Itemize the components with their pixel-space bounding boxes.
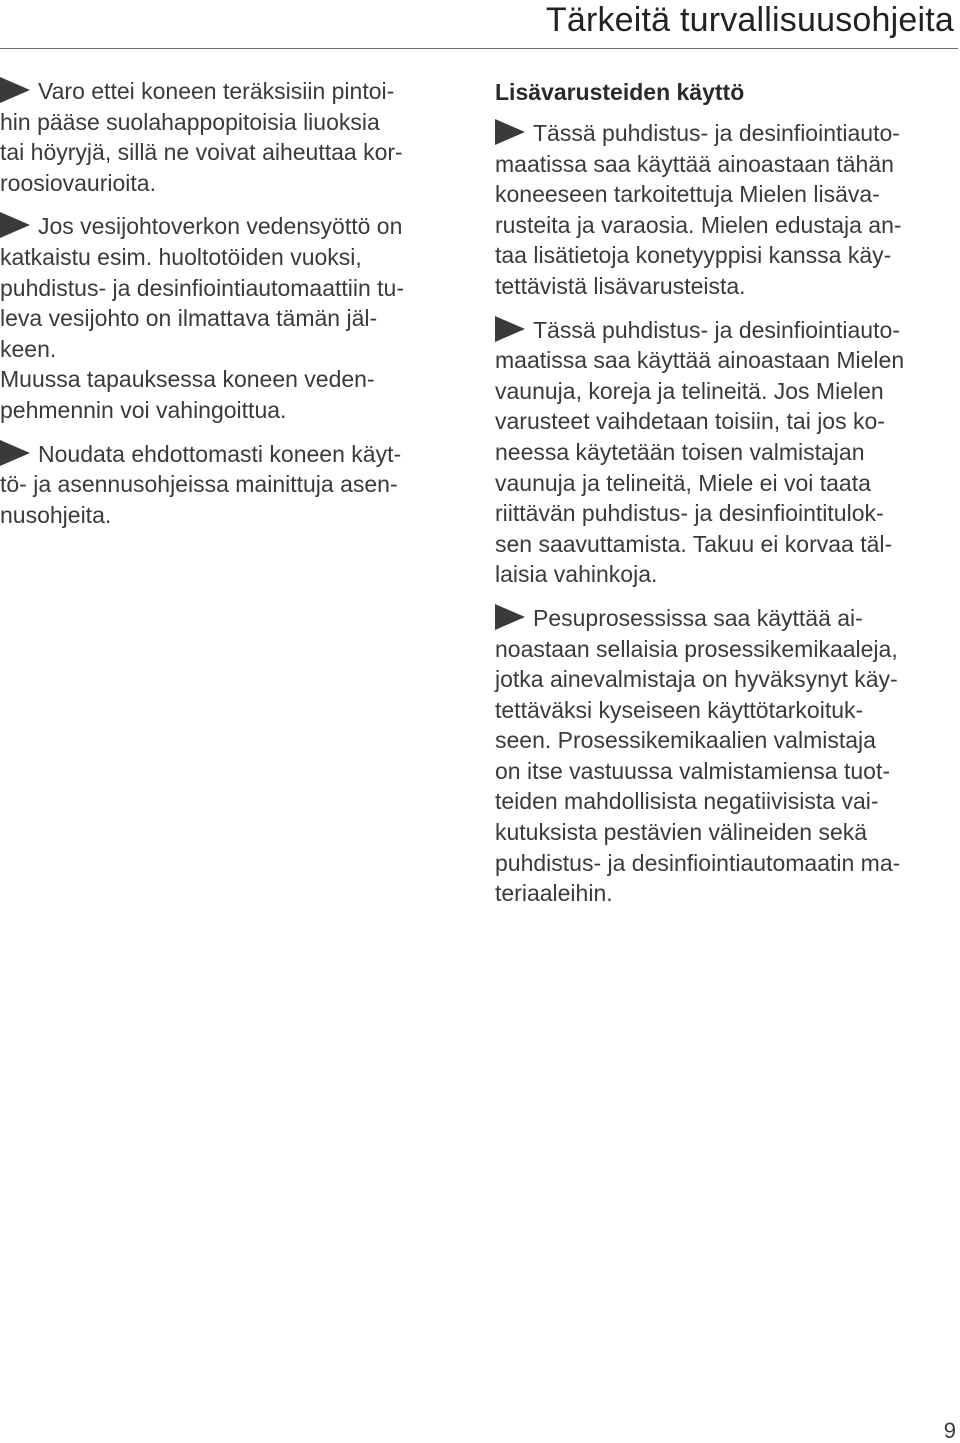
paragraph-line: maatissa saa käyttää ainoastaan Mielen [495,347,905,374]
paragraph-line: varusteet vaihdetaan toisiin, tai jos ko- [495,408,885,435]
instruction-paragraph [495,315,957,590]
paragraph-line-with-bullet [495,315,957,346]
paragraph-line-with-bullet [495,603,957,634]
bullet-arrow-icon [495,604,525,630]
paragraph-line: maatissa saa käyttää ainoastaan tähän [495,150,894,177]
paragraph-line-with-bullet [0,211,462,242]
paragraph-line: kutuksista pestävien välineiden sekä [495,819,868,846]
instruction-paragraph [495,603,957,909]
header-divider [0,48,958,49]
paragraph-line: katkaistu esim. huoltotöiden vuoksi, [0,243,362,270]
section-heading: Lisävarusteiden käyttö [495,79,745,105]
paragraph-line: teiden mahdollisista negatiivisista vai- [495,788,879,815]
paragraph-line: Tässä puhdistus- ja desinfiointiauto- [533,120,900,146]
bullet-arrow-icon [0,440,30,466]
paragraph-line: keen. [0,335,57,362]
instruction-paragraph [0,439,462,531]
paragraph-line: on itse vastuussa valmistamiensa tuot- [495,757,891,784]
paragraph-line-with-bullet [0,76,462,107]
paragraph-line: nusohjeita. [0,501,112,528]
paragraph-line: koneeseen tarkoitettuja Mielen lisäva- [495,181,880,208]
paragraph-line: roosiovaurioita. [0,169,156,196]
paragraph-line-with-bullet [0,439,462,470]
paragraph-line: neessa käytetään toisen valmistajan [495,438,865,465]
right-column [495,76,957,922]
bullet-arrow-icon [0,77,30,103]
paragraph-line: tai höyryjä, sillä ne voivat aiheuttaa kor- [0,139,403,166]
paragraph-line: riittävän puhdistus- ja desinfiointitulok- [495,500,884,527]
paragraph-line: Pesuprosessissa saa käyttää ai- [533,604,863,631]
paragraph-line: tettävistä lisävarusteista. [495,272,746,299]
paragraph-line: noastaan sellaisia prosessikemikaaleja, [495,635,898,662]
paragraph-line: laisia vahinkoja. [495,561,658,588]
left-column [0,76,462,543]
paragraph-line: puhdistus- ja desinfiointiautomaatin ma- [495,849,901,876]
paragraph-line: Jos vesijohtoverkon vedensyöttö on [38,213,403,240]
paragraph-line: teriaaleihin. [495,880,613,907]
paragraph-line: taa lisätietoja konetyyppisi kanssa käy- [495,242,892,269]
page-number: 9 [943,1418,956,1443]
bullet-arrow-icon [495,119,525,145]
paragraph-line: puhdistus- ja desinfiointiautomaattiin tu- [0,274,405,301]
paragraph-line-with-bullet [495,118,957,149]
paragraph-line: tö- ja asennusohjeissa mainittuja asen- [0,471,398,498]
page-title: Tärkeitä turvallisuusohjeita [545,1,954,39]
paragraph-line: jotka ainevalmistaja on hyväksynyt käy- [495,666,898,693]
paragraph-line: Tässä puhdistus- ja desinfiointiauto- [533,316,900,343]
paragraph-line: hin pääse suolahappopitoisia liuoksia [0,108,380,135]
bullet-arrow-icon [495,316,525,342]
instruction-paragraph [495,118,957,302]
paragraph-line: vaunuja, koreja ja telineitä. Jos Mielen [495,377,884,404]
paragraph-line: vaunuja ja telineitä, Miele ei voi taata [495,469,871,496]
paragraph-line: rusteita ja varaosia. Mielen edustaja an- [495,211,902,238]
instruction-paragraph [0,211,462,425]
paragraph-line: Noudata ehdottomasti koneen käyt- [38,440,402,467]
instruction-paragraph [0,76,462,198]
paragraph-line: tettäväksi kyseiseen käyttötarkoituk- [495,696,864,723]
paragraph-line: Muussa tapauksessa koneen veden- [0,366,375,393]
bullet-arrow-icon [0,212,30,238]
paragraph-line: seen. Prosessikemikaalien valmistaja [495,727,876,754]
paragraph-line: pehmennin voi vahingoittua. [0,396,287,423]
paragraph-line: sen saavuttamista. Takuu ei korvaa täl- [495,530,893,557]
paragraph-line: Varo ettei koneen teräksisiin pintoi- [38,78,395,104]
paragraph-line: leva vesijohto on ilmattava tämän jäl- [0,305,378,332]
